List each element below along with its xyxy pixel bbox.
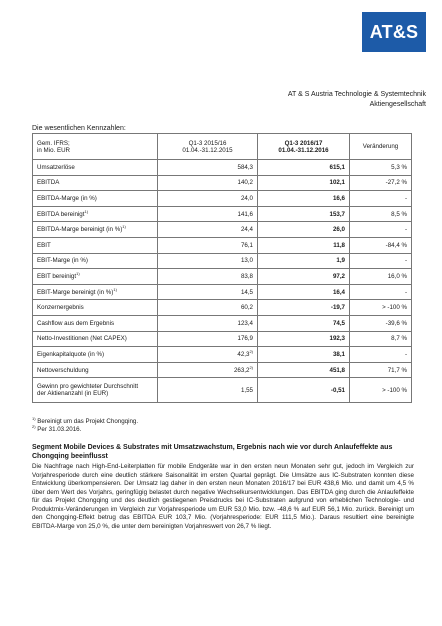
row-change-text: -84,4 % bbox=[385, 241, 407, 249]
table-header-row bbox=[33, 134, 412, 160]
row-label-text: EBITDA bbox=[37, 179, 60, 187]
row-label-text: Umsatzerlöse bbox=[37, 163, 75, 171]
row-prev-value-text: 60,2 bbox=[240, 304, 253, 312]
table-row bbox=[33, 160, 412, 176]
table-row bbox=[33, 315, 412, 331]
header-prev-period bbox=[158, 134, 258, 160]
table-row bbox=[33, 175, 412, 191]
row-current-value bbox=[258, 269, 350, 285]
row-change bbox=[350, 347, 412, 363]
row-label-text: EBIT bereinigt bbox=[37, 272, 77, 280]
row-current-value-text: 74,5 bbox=[332, 319, 345, 327]
table-row bbox=[33, 284, 412, 300]
row-prev-value-text: 140,2 bbox=[237, 179, 253, 187]
row-change bbox=[350, 300, 412, 316]
row-label bbox=[33, 284, 158, 300]
row-change-text: 71,7 % bbox=[387, 366, 407, 374]
header-change: Veränderung bbox=[350, 134, 412, 160]
row-prev-value-text: 176,9 bbox=[237, 335, 253, 343]
row-change bbox=[350, 175, 412, 191]
row-current-value bbox=[258, 253, 350, 269]
header-label-cell bbox=[33, 134, 158, 160]
row-change bbox=[350, 331, 412, 347]
row-prev-value bbox=[158, 300, 258, 316]
footnote-mark: 2) bbox=[249, 348, 253, 354]
row-change bbox=[350, 284, 412, 300]
table-row bbox=[33, 347, 412, 363]
row-label bbox=[33, 206, 158, 222]
row-change-text: - bbox=[404, 257, 407, 265]
row-change: > -100 % bbox=[350, 378, 412, 403]
table-row bbox=[33, 222, 412, 238]
segment-text: Die Nachfrage nach High-End-Leiterplatten für mobile Endgeräte war in den ersten neun Monaten sehr gut, jedoch im Vergleich zur Vorjahresperiode durch eine deutlich stärkere Saisonalität im ersten Quartal geprägt. Die Umsätze aus IC-Substraten konnten diese Entwicklung überkompensieren. Der Umsatz lag daher in den ersten neun Monaten 2016/17 bei EUR 438,6 Mio. und damit um 4,5 % über dem Wert des Vorjahrs, geringfügig belastet durch negative Wechselkursentwicklungen. Das EBITDA ging durch die Anlaufeffekte für das Projekt Chongqing und des deutlich gestiegenen Preisdrucks bei IC-Substraten aufgrund von erheblichen Technologie- und Produktmix-Veränderungen im Vergleich zur Vorjahresperiode um EUR 53,0 Mio. bzw. -48,6 % auf EUR 56,1 Mio. zurück. Bereinigt um den Chongqing-Effekt betrug das EBITDA EUR 103,7 Mio. (Vorjahresperiode: EUR 111,5 Mio.). Daraus resultiert eine bereinigte EBITDA-Marge von 25,0 %, die unter dem bereinigten Vorjahreswert von 26,7 % liegt. bbox=[32, 463, 414, 530]
row-label-text: Cashflow aus dem Ergebnis bbox=[37, 319, 115, 327]
row-label-text: EBIT-Marge bereinigt (in %) bbox=[37, 288, 114, 296]
row-current-value bbox=[258, 222, 350, 238]
footnote-mark: 1) bbox=[113, 286, 117, 292]
footnote-mark: 1) bbox=[122, 224, 126, 230]
row-label-label-line1: Gewinn pro gewichteter Durchschnitt bbox=[37, 383, 139, 391]
row-prev-value-text: 263,2 bbox=[233, 366, 250, 374]
row-prev-value-text: 24,0 bbox=[240, 194, 253, 202]
row-change bbox=[350, 237, 412, 253]
row-current-value bbox=[258, 362, 350, 378]
row-change-text: 16,0 % bbox=[387, 272, 407, 280]
row-change bbox=[350, 362, 412, 378]
table-row bbox=[33, 237, 412, 253]
footnote-mark: 1) bbox=[84, 208, 89, 214]
row-current-value-text: 451,8 bbox=[329, 366, 345, 374]
row-prev-value-text: 42,3 bbox=[237, 350, 250, 358]
company-logo: AT&S bbox=[362, 12, 426, 52]
row-label-text: EBIT-Marge (in %) bbox=[37, 257, 88, 265]
header-prev-line1: Q1-3 2015/16 bbox=[188, 139, 227, 147]
table-row bbox=[33, 191, 412, 207]
row-change bbox=[350, 206, 412, 222]
row-current-value-text: 192,3 bbox=[329, 335, 345, 343]
row-label bbox=[33, 191, 158, 207]
row-prev-value: 1,55 bbox=[158, 378, 258, 403]
row-current-value-text: 11,8 bbox=[333, 241, 345, 249]
row-current-value bbox=[258, 191, 350, 207]
header-label-line2: in Mio. EUR bbox=[37, 146, 71, 154]
footnote-2 bbox=[32, 423, 138, 434]
row-label-text: Nettoverschuldung bbox=[37, 366, 89, 374]
row-label-text: EBITDA-Marge bereinigt (in %) bbox=[37, 226, 123, 234]
row-prev-value-text: 83,8 bbox=[240, 272, 253, 280]
row-change-text: - bbox=[404, 288, 407, 296]
header-current-period bbox=[258, 134, 350, 160]
row-prev-value bbox=[158, 284, 258, 300]
row-change-text: - bbox=[404, 350, 407, 358]
row-label bbox=[33, 269, 158, 285]
row-current-value-text: 102,1 bbox=[329, 179, 345, 187]
row-label bbox=[33, 347, 158, 363]
row-label-text: EBITDA bereinigt bbox=[37, 210, 85, 218]
row-change bbox=[350, 253, 412, 269]
row-label bbox=[33, 315, 158, 331]
row-prev-value-text: 141,6 bbox=[237, 210, 253, 218]
row-current-value bbox=[258, 331, 350, 347]
row-current-value bbox=[258, 237, 350, 253]
row-change-text: 8,5 % bbox=[391, 210, 407, 218]
row-prev-value-text: 76,1 bbox=[240, 241, 253, 249]
row-current-value bbox=[258, 206, 350, 222]
row-label bbox=[33, 160, 158, 176]
row-prev-value bbox=[158, 315, 258, 331]
row-change-text: -39,6 % bbox=[385, 319, 407, 327]
table-row bbox=[33, 362, 412, 378]
header-cur-line1: Q1-3 2016/17 bbox=[284, 139, 323, 147]
row-change-text: 5,3 % bbox=[391, 163, 407, 171]
row-label bbox=[33, 237, 158, 253]
row-current-value-text: -19,7 bbox=[330, 304, 345, 312]
row-label-text: EBITDA-Marge (in %) bbox=[37, 194, 97, 202]
header-prev-line2: 01.04.-31.12.2015 bbox=[182, 146, 233, 154]
footnote-mark: 2) bbox=[249, 364, 253, 370]
row-current-value bbox=[258, 284, 350, 300]
footnote-1-text: Bereinigt um das Projekt Chongqing. bbox=[37, 418, 139, 425]
row-change bbox=[350, 160, 412, 176]
row-current-value-text: 16,6 bbox=[332, 194, 345, 202]
row-current-value bbox=[258, 315, 350, 331]
row-prev-value bbox=[158, 175, 258, 191]
row-prev-value bbox=[158, 362, 258, 378]
footnote-2-text: Per 31.03.2016. bbox=[37, 425, 82, 433]
row-label-text: Konzernergebnis bbox=[37, 304, 84, 312]
header-label-line1: Gem. IFRS; bbox=[37, 139, 70, 147]
table-row bbox=[33, 300, 412, 316]
row-prev-value-text: 13,0 bbox=[240, 257, 253, 265]
row-current-value-text: 615,1 bbox=[329, 163, 345, 171]
row-current-value bbox=[258, 347, 350, 363]
company-name-line1: AT & S Austria Technologie & Systemtechnik bbox=[287, 91, 426, 98]
row-label bbox=[33, 378, 158, 403]
row-prev-value bbox=[158, 160, 258, 176]
key-figures-table bbox=[32, 133, 412, 403]
row-prev-value bbox=[158, 191, 258, 207]
row-change-text: - bbox=[404, 226, 407, 234]
row-change bbox=[350, 315, 412, 331]
row-label bbox=[33, 253, 158, 269]
row-prev-value bbox=[158, 347, 258, 363]
row-prev-value bbox=[158, 222, 258, 238]
row-current-value bbox=[258, 300, 350, 316]
row-change bbox=[350, 269, 412, 285]
row-current-value bbox=[258, 160, 350, 176]
row-change bbox=[350, 191, 412, 207]
row-change bbox=[350, 222, 412, 238]
row-current-value-text: 1,9 bbox=[336, 257, 345, 265]
row-current-value-text: 97,2 bbox=[332, 272, 345, 280]
row-label bbox=[33, 222, 158, 238]
row-label-text: Eigenkapitalquote (in %) bbox=[37, 350, 105, 358]
row-current-value bbox=[258, 175, 350, 191]
row-current-value-text: 153,7 bbox=[329, 210, 345, 218]
row-prev-value bbox=[158, 237, 258, 253]
row-current-value-text: 26,0 bbox=[332, 226, 345, 234]
row-change-text: > -100 % bbox=[382, 304, 407, 312]
table-row bbox=[33, 206, 412, 222]
footnotes bbox=[32, 415, 139, 433]
row-change-text: - bbox=[404, 194, 407, 202]
row-current-value-text: 16,4 bbox=[332, 288, 345, 296]
table-row bbox=[33, 253, 412, 269]
row-label-text: EBIT bbox=[37, 241, 51, 249]
row-label-text: Netto-Investitionen (Net CAPEX) bbox=[37, 335, 127, 343]
row-prev-value bbox=[158, 269, 258, 285]
row-prev-value bbox=[158, 331, 258, 347]
row-label bbox=[33, 331, 158, 347]
table-row bbox=[33, 269, 412, 285]
table-row bbox=[33, 331, 412, 347]
header-cur-line2: 01.04.-31.12.2016 bbox=[278, 146, 329, 154]
row-label bbox=[33, 362, 158, 378]
footnote-1-mark: 1) bbox=[32, 415, 36, 421]
footnote-mark: 1) bbox=[76, 270, 80, 276]
row-label bbox=[33, 175, 158, 191]
table-row bbox=[33, 378, 412, 403]
row-prev-value-text: 584,3 bbox=[237, 163, 253, 171]
row-prev-value-text: 24,4 bbox=[240, 226, 253, 234]
row-change-text: -27,2 % bbox=[385, 179, 407, 187]
row-change-text: 8,7 % bbox=[391, 335, 407, 343]
row-label bbox=[33, 300, 158, 316]
company-name-line2: Aktiengesellschaft bbox=[369, 100, 426, 108]
row-prev-value bbox=[158, 206, 258, 222]
company-name bbox=[288, 90, 426, 109]
footnote-2-mark: 2) bbox=[32, 423, 36, 429]
row-current-value: -0,51 bbox=[258, 378, 350, 403]
row-current-value-text: 38,1 bbox=[332, 350, 345, 358]
segment-title: Segment Mobile Devices & Substrates mit Umsatzwachstum, Ergebnis nach wie vor durch Anlaufeffekte aus Chongqing beeinflusst bbox=[32, 444, 393, 460]
row-label-label-line2: der Aktienanzahl (in EUR) bbox=[37, 390, 109, 398]
key-figures-heading: Die wesentlichen Kennzahlen: bbox=[32, 125, 126, 132]
row-prev-value bbox=[158, 253, 258, 269]
row-prev-value-text: 14,5 bbox=[240, 288, 253, 296]
row-prev-value-text: 123,4 bbox=[237, 319, 253, 327]
